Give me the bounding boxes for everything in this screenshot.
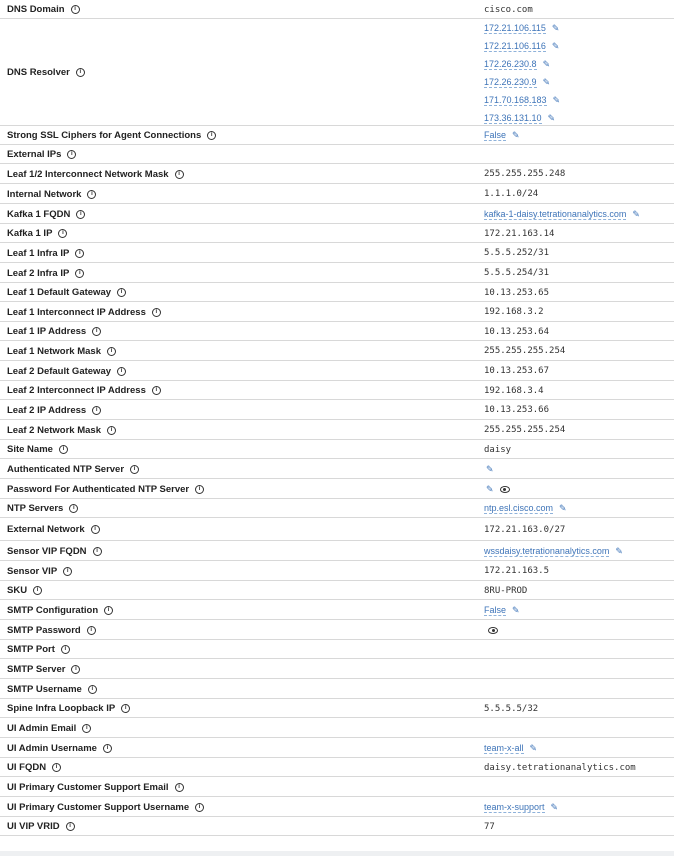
row-label bbox=[7, 640, 70, 659]
value-cell bbox=[484, 4, 533, 16]
info-icon[interactable]: i bbox=[88, 685, 97, 694]
label-text: SMTP Server bbox=[7, 663, 66, 675]
label-text: Strong SSL Ciphers for Agent Connections bbox=[7, 130, 202, 141]
info-icon[interactable]: i bbox=[82, 724, 91, 733]
value-link[interactable]: team-x-all bbox=[484, 742, 524, 753]
value-cell bbox=[484, 624, 498, 636]
value-text: 192.168.3.2 bbox=[484, 307, 544, 317]
value-cell bbox=[484, 228, 554, 240]
info-icon[interactable]: i bbox=[207, 131, 216, 140]
info-icon[interactable]: i bbox=[107, 426, 116, 435]
info-icon[interactable]: i bbox=[76, 68, 85, 77]
value-text: 172.21.163.14 bbox=[484, 228, 555, 239]
value-cell bbox=[484, 130, 520, 142]
value-text: 5.5.5.5/32 bbox=[484, 703, 539, 714]
value-cell bbox=[484, 306, 544, 318]
label-text: Leaf 2 Network Mask bbox=[7, 424, 101, 436]
label-text: Kafka 1 IP bbox=[7, 228, 53, 239]
value-text: 5.5.5.254/31 bbox=[484, 268, 550, 278]
pencil-edit-icon[interactable]: ✎ bbox=[615, 545, 623, 556]
row-label bbox=[7, 541, 102, 561]
label-text: UI VIP VRID bbox=[7, 821, 60, 832]
label-text: Leaf 1 Infra IP bbox=[7, 247, 70, 259]
value-link[interactable]: 171.70.168.183 bbox=[484, 94, 547, 105]
value-text: daisy.tetrationanalytics.com bbox=[484, 762, 636, 773]
row-label bbox=[7, 817, 75, 836]
row-site-name bbox=[0, 440, 674, 459]
info-icon[interactable]: i bbox=[130, 465, 139, 474]
info-icon[interactable]: i bbox=[67, 150, 76, 159]
row-leaf1-infra-ip bbox=[0, 243, 674, 263]
info-icon[interactable]: i bbox=[93, 547, 102, 556]
row-kafka-ip bbox=[0, 224, 674, 243]
info-icon[interactable]: i bbox=[61, 645, 70, 654]
row-label bbox=[7, 361, 126, 381]
info-icon[interactable]: i bbox=[87, 626, 96, 635]
row-label bbox=[7, 204, 85, 224]
value-cell bbox=[484, 326, 549, 338]
value-text: 10.13.253.65 bbox=[484, 287, 550, 298]
info-icon[interactable]: i bbox=[76, 210, 85, 219]
info-icon[interactable]: i bbox=[59, 445, 68, 454]
value-cell bbox=[484, 22, 559, 34]
row-label bbox=[7, 19, 85, 126]
label-text: Leaf 2 Default Gateway bbox=[7, 365, 112, 377]
value-text: 10.13.253.67 bbox=[484, 366, 550, 376]
value-cell bbox=[484, 247, 549, 259]
row-label bbox=[7, 283, 126, 302]
info-icon[interactable]: i bbox=[66, 822, 75, 831]
row-label bbox=[7, 400, 101, 420]
info-icon[interactable]: i bbox=[195, 803, 204, 812]
value-cell bbox=[484, 76, 550, 88]
pencil-edit-icon[interactable]: ✎ bbox=[529, 742, 538, 753]
info-icon[interactable]: i bbox=[63, 567, 72, 576]
label-text: SMTP Port bbox=[7, 644, 55, 655]
row-label bbox=[7, 381, 161, 400]
row-label bbox=[7, 0, 80, 19]
value-link[interactable]: kafka-1-daisy.tetrationanalytics.com bbox=[484, 208, 627, 219]
value-text: 5.5.5.252/31 bbox=[484, 248, 550, 258]
label-text: SKU bbox=[7, 585, 28, 596]
value-cell bbox=[484, 565, 549, 577]
row-leaf-interconnect-mask bbox=[0, 164, 674, 184]
row-sensor-vip-fqdn bbox=[0, 541, 674, 561]
label-text: Leaf 1 IP Address bbox=[7, 326, 87, 337]
pencil-edit-icon[interactable]: ✎ bbox=[552, 94, 561, 105]
row-label bbox=[7, 126, 216, 145]
value-cell bbox=[484, 287, 549, 299]
label-text: Internal Network bbox=[7, 188, 82, 200]
value-cell bbox=[484, 604, 520, 616]
row-ntp-servers bbox=[0, 499, 674, 518]
value-text: 10.13.253.64 bbox=[484, 326, 550, 337]
row-sku bbox=[0, 581, 674, 600]
pencil-edit-icon[interactable]: ✎ bbox=[486, 463, 494, 474]
row-auth-ntp bbox=[0, 459, 674, 479]
row-sensor-vip bbox=[0, 561, 674, 581]
row-label bbox=[7, 164, 184, 184]
pencil-edit-icon[interactable]: ✎ bbox=[559, 503, 567, 513]
value-text: 172.21.163.5 bbox=[484, 566, 550, 576]
value-text: 1.1.1.0/24 bbox=[484, 189, 539, 199]
row-label bbox=[7, 718, 91, 738]
row-label bbox=[7, 224, 67, 243]
label-text: SMTP Username bbox=[7, 683, 82, 695]
pencil-edit-icon[interactable]: ✎ bbox=[550, 801, 559, 812]
label-text: Site Name bbox=[7, 444, 53, 455]
row-ui-fqdn bbox=[0, 758, 674, 777]
pencil-edit-icon[interactable]: ✎ bbox=[551, 40, 560, 51]
row-leaf2-interconnect-ip bbox=[0, 381, 674, 400]
row-kafka-fqdn bbox=[0, 204, 674, 224]
info-icon[interactable]: i bbox=[104, 606, 113, 615]
label-text: NTP Servers bbox=[7, 503, 64, 514]
value-text: 255.255.255.254 bbox=[484, 425, 566, 435]
row-label bbox=[7, 440, 68, 459]
label-text: Leaf 1 Default Gateway bbox=[7, 287, 112, 298]
pencil-edit-icon[interactable]: ✎ bbox=[632, 208, 640, 219]
row-label bbox=[7, 561, 72, 581]
row-smtp-password bbox=[0, 620, 674, 640]
row-label bbox=[7, 322, 101, 341]
row-smtp-port bbox=[0, 640, 674, 659]
info-icon[interactable]: i bbox=[152, 386, 161, 395]
info-icon[interactable]: i bbox=[91, 525, 100, 534]
label-text: Leaf 1 Network Mask bbox=[7, 345, 101, 357]
row-spine-loopback bbox=[0, 699, 674, 718]
value-cell bbox=[484, 444, 511, 456]
pencil-edit-icon[interactable]: ✎ bbox=[542, 58, 551, 69]
row-dns-resolver bbox=[0, 19, 674, 126]
value-cell bbox=[484, 703, 538, 715]
value-text: daisy bbox=[484, 444, 512, 455]
info-icon[interactable]: i bbox=[107, 347, 116, 356]
label-text: SMTP Configuration bbox=[7, 604, 99, 616]
row-leaf2-ip bbox=[0, 400, 674, 420]
label-text: DNS Resolver bbox=[7, 67, 70, 78]
value-link[interactable]: 172.21.106.116 bbox=[484, 40, 546, 51]
value-link[interactable]: 172.21.106.115 bbox=[484, 22, 546, 33]
info-icon[interactable]: i bbox=[175, 170, 184, 179]
value-text: 172.21.163.0/27 bbox=[484, 524, 566, 535]
value-cell bbox=[484, 524, 565, 536]
pencil-edit-icon[interactable]: ✎ bbox=[512, 130, 520, 140]
label-text: Leaf 2 Infra IP bbox=[7, 267, 70, 279]
row-external-ips bbox=[0, 145, 674, 164]
row-internal-network bbox=[0, 184, 674, 204]
row-ui-admin-email bbox=[0, 718, 674, 738]
eye-icon[interactable] bbox=[500, 486, 510, 493]
value-text: 77 bbox=[484, 821, 495, 832]
row-strong-ssl bbox=[0, 126, 674, 145]
value-cell bbox=[484, 267, 549, 279]
value-cell bbox=[484, 168, 565, 180]
value-link[interactable]: 172.26.230.8 bbox=[484, 58, 537, 69]
label-text: UI Admin Username bbox=[7, 742, 97, 754]
row-label bbox=[7, 420, 116, 440]
row-leaf2-infra-ip bbox=[0, 263, 674, 283]
row-leaf1-interconnect-ip bbox=[0, 302, 674, 322]
info-icon[interactable]: i bbox=[75, 249, 84, 258]
label-text: Authenticated NTP Server bbox=[7, 463, 125, 475]
row-label bbox=[7, 797, 204, 817]
value-cell bbox=[484, 762, 636, 774]
row-label bbox=[7, 679, 97, 699]
info-icon[interactable]: i bbox=[152, 308, 161, 317]
info-icon[interactable]: i bbox=[121, 704, 130, 713]
row-label bbox=[7, 777, 184, 797]
label-text: DNS Domain bbox=[7, 4, 65, 15]
value-cell bbox=[484, 585, 527, 597]
label-text: Sensor VIP bbox=[7, 565, 58, 577]
info-icon[interactable]: i bbox=[71, 665, 80, 674]
row-label bbox=[7, 499, 78, 518]
value-cell bbox=[484, 424, 565, 436]
label-text: SMTP Password bbox=[7, 624, 81, 636]
value-cell bbox=[484, 821, 495, 833]
value-cell bbox=[484, 503, 567, 515]
row-label bbox=[7, 263, 84, 283]
row-label bbox=[7, 145, 76, 164]
value-text: 255.255.255.254 bbox=[484, 346, 566, 356]
label-text: Password For Authenticated NTP Server bbox=[7, 483, 190, 495]
pencil-edit-icon[interactable]: ✎ bbox=[551, 22, 560, 33]
value-text: cisco.com bbox=[484, 4, 533, 15]
row-label bbox=[7, 184, 96, 204]
info-icon[interactable]: i bbox=[58, 229, 67, 238]
pencil-edit-icon[interactable]: ✎ bbox=[542, 76, 551, 87]
value-cell bbox=[484, 385, 544, 397]
row-label bbox=[7, 243, 84, 263]
value-cell bbox=[484, 404, 549, 416]
row-smtp-config bbox=[0, 600, 674, 620]
info-icon[interactable]: i bbox=[103, 744, 112, 753]
value-link[interactable]: wssdaisy.tetrationanalytics.com bbox=[484, 545, 610, 556]
row-label bbox=[7, 659, 80, 679]
row-external-network bbox=[0, 518, 674, 541]
row-label bbox=[7, 518, 100, 541]
value-cell bbox=[484, 483, 510, 495]
info-icon[interactable]: i bbox=[92, 406, 101, 415]
label-text: Spine Infra Loopback IP bbox=[7, 703, 116, 714]
info-icon[interactable]: i bbox=[71, 5, 80, 14]
label-text: Leaf 1/2 Interconnect Network Mask bbox=[7, 168, 169, 180]
value-link[interactable]: ntp.esl.cisco.com bbox=[484, 503, 554, 513]
pencil-edit-icon[interactable]: ✎ bbox=[547, 112, 556, 123]
info-icon[interactable]: i bbox=[195, 485, 204, 494]
row-label bbox=[7, 758, 61, 777]
row-auth-ntp-pw bbox=[0, 479, 674, 499]
info-icon[interactable]: i bbox=[87, 190, 96, 199]
row-label bbox=[7, 699, 130, 718]
row-label bbox=[7, 600, 113, 620]
row-ui-support-username bbox=[0, 797, 674, 817]
row-dns-domain bbox=[0, 0, 674, 19]
info-icon[interactable]: i bbox=[117, 367, 126, 376]
label-text: UI Primary Customer Support Username bbox=[7, 801, 190, 813]
row-ui-admin-username bbox=[0, 738, 674, 758]
info-icon[interactable]: i bbox=[33, 586, 42, 595]
label-text: Leaf 2 IP Address bbox=[7, 404, 87, 416]
info-icon[interactable]: i bbox=[75, 269, 84, 278]
value-link[interactable]: False bbox=[484, 130, 507, 140]
label-text: UI Primary Customer Support Email bbox=[7, 781, 169, 793]
value-cell bbox=[484, 463, 494, 475]
row-label bbox=[7, 341, 116, 361]
label-text: Leaf 2 Interconnect IP Address bbox=[7, 385, 146, 396]
scroll-footer bbox=[0, 851, 674, 856]
label-text: External IPs bbox=[7, 149, 62, 160]
value-text: 192.168.3.4 bbox=[484, 385, 544, 396]
value-cell bbox=[484, 545, 623, 557]
row-leaf1-gw bbox=[0, 283, 674, 302]
label-text: Leaf 1 Interconnect IP Address bbox=[7, 306, 146, 318]
value-text: 8RU-PROD bbox=[484, 585, 528, 596]
value-cell bbox=[484, 345, 565, 357]
value-link[interactable]: team-x-support bbox=[484, 801, 545, 812]
value-cell bbox=[484, 801, 558, 813]
row-label bbox=[7, 479, 204, 499]
value-cell bbox=[484, 188, 538, 200]
row-leaf2-gw bbox=[0, 361, 674, 381]
label-text: External Network bbox=[7, 524, 85, 535]
label-text: UI Admin Email bbox=[7, 722, 77, 734]
value-cell bbox=[484, 742, 537, 754]
eye-icon[interactable] bbox=[488, 627, 498, 634]
value-cell bbox=[484, 94, 560, 106]
value-cell bbox=[484, 365, 549, 377]
row-leaf1-mask bbox=[0, 341, 674, 361]
row-leaf2-mask bbox=[0, 420, 674, 440]
info-icon[interactable]: i bbox=[92, 327, 101, 336]
value-link[interactable]: 172.26.230.9 bbox=[484, 76, 537, 87]
row-label bbox=[7, 738, 112, 758]
label-text: Sensor VIP FQDN bbox=[7, 545, 87, 557]
label-text: Kafka 1 FQDN bbox=[7, 208, 71, 220]
value-cell bbox=[484, 112, 555, 124]
value-cell bbox=[484, 208, 640, 220]
row-label bbox=[7, 581, 42, 600]
info-icon[interactable]: i bbox=[175, 783, 184, 792]
row-ui-vip-vrid bbox=[0, 817, 674, 836]
row-ui-support-email bbox=[0, 777, 674, 797]
row-label bbox=[7, 459, 139, 479]
pencil-edit-icon[interactable]: ✎ bbox=[512, 604, 520, 615]
value-text: 10.13.253.66 bbox=[484, 405, 550, 415]
value-link[interactable]: 173.36.131.10 bbox=[484, 112, 542, 123]
info-icon[interactable]: i bbox=[117, 288, 126, 297]
row-smtp-server bbox=[0, 659, 674, 679]
value-text: 255.255.255.248 bbox=[484, 169, 566, 179]
row-leaf1-ip bbox=[0, 322, 674, 341]
value-cell bbox=[484, 40, 559, 52]
pencil-edit-icon[interactable]: ✎ bbox=[486, 483, 494, 494]
label-text: UI FQDN bbox=[7, 762, 47, 773]
info-icon[interactable]: i bbox=[69, 504, 78, 513]
value-cell bbox=[484, 58, 550, 70]
value-link[interactable]: False bbox=[484, 604, 507, 615]
row-label bbox=[7, 620, 96, 640]
row-smtp-username bbox=[0, 679, 674, 699]
row-label bbox=[7, 302, 161, 322]
info-icon[interactable]: i bbox=[52, 763, 61, 772]
